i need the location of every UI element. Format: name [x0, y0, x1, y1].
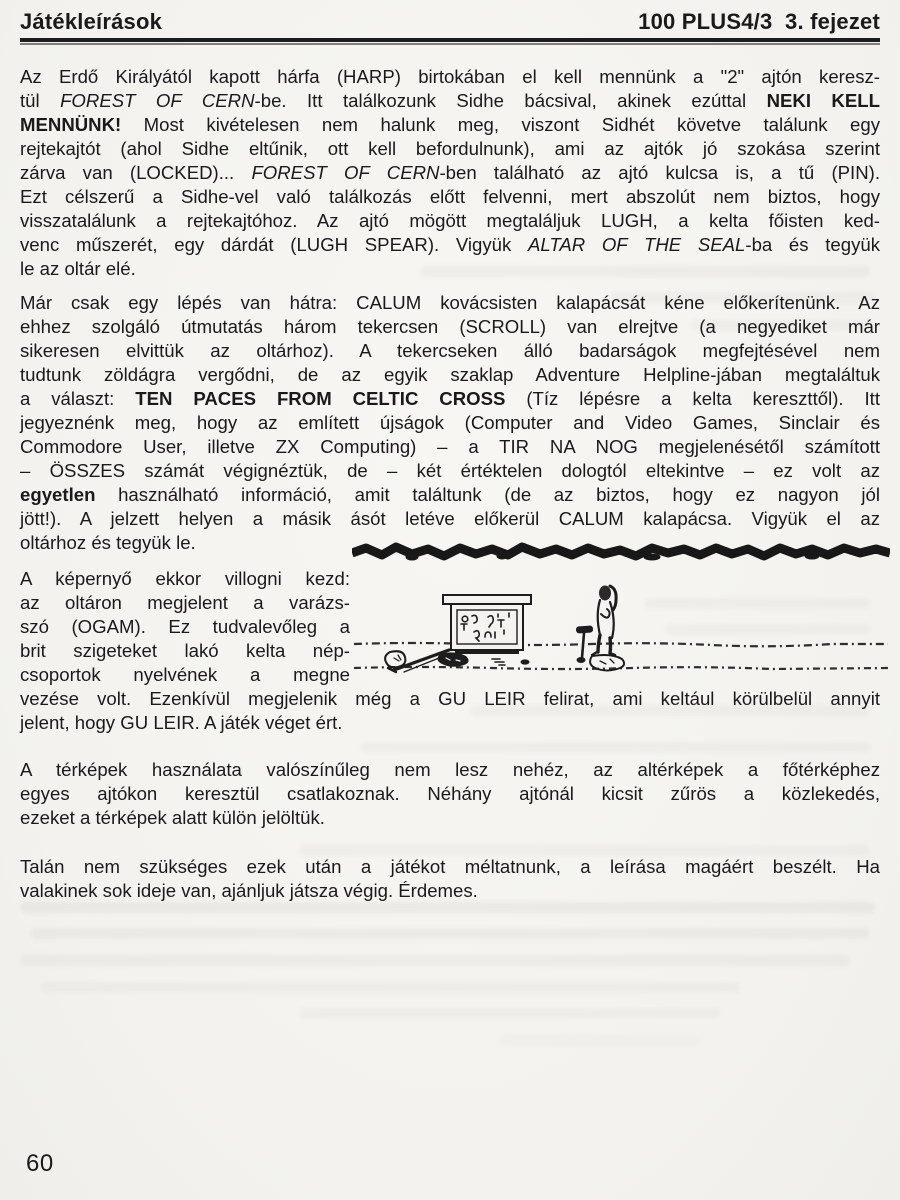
- text-line: visszatalálunk a rejtekajtóhoz. Az ajtó mögött megtaláljuk LUGH, a kelta főisten ked-: [20, 210, 880, 231]
- header-rule-thick-line: [20, 38, 880, 42]
- text-line: MENNÜNK! Most kivételesen nem halunk meg, viszont Sidhét követve találunk egy: [20, 114, 880, 135]
- text-line: ezeket a térképek alatt külön jelöltük.: [20, 807, 325, 828]
- text-line: sikeresen elvittük az oltárhoz). A tekercseken álló badarságok megfejtésével nem: [20, 340, 880, 361]
- bleed-through-mark: [20, 955, 850, 966]
- text-line: le az oltár elé.: [20, 258, 136, 279]
- text-line: ehhez szolgáló útmutatás három tekercsen (SCROLL) van elrejtve (a negyediket már: [20, 316, 880, 337]
- text-line: szó (OGAM). Ez tudvalevőleg a: [20, 616, 350, 637]
- bleed-through-mark: [20, 902, 875, 913]
- text-line: vezése volt. Ezenkívül megjelenik még a GU LEIR felirat, ami keltául körülbelül annyit: [20, 688, 880, 709]
- bleed-through-mark: [500, 1035, 700, 1046]
- bleed-through-mark: [300, 1008, 720, 1019]
- chapter-title: 100 PLUS4/3 3. fejezet: [638, 9, 880, 34]
- bleed-through-mark: [30, 928, 870, 939]
- text-line: egyetlen használható információ, amit találtunk (de az biztos, hogy ez nagyon jól: [20, 484, 880, 505]
- text-line: az oltáron megjelent a varázs-: [20, 592, 350, 613]
- text-line: rejtekajtót (ahol Sidhe eltűnik, ott kell befordulnunk), ami az ajtók jó szokása szerint: [20, 138, 880, 159]
- text-line: a választ: TEN PACES FROM CELTIC CROSS (Tíz lépésre a kelta kereszttől). Itt: [20, 388, 880, 409]
- text-line: – ÖSSZES számát végignéztük, de – két értéktelen dologtól eltekintve – ez volt az: [20, 460, 880, 481]
- text-line: oltárhoz és tegyük le.: [20, 532, 196, 553]
- text-line: Commodore User, illetve ZX Computing) – a TIR NA NOG megjelenésétől számított: [20, 436, 880, 457]
- text-line: jegyeznénk meg, hogy az említett újságok (Computer and Video Games, Sinclair és: [20, 412, 880, 433]
- paragraph-calum: [20, 291, 880, 555]
- text-line: Az Erdő Királyától kapott hárfa (HARP) birtokában el kell mennünk a "2" ajtón keresz-: [20, 66, 880, 87]
- text-line: tudtunk zöldágra vergődni, de az egyik szaklap Adventure Helpline-jában megtaláltuk: [20, 364, 880, 385]
- text-line: Ezt célszerű a Sidhe-vel való találkozás előtt felvenni, mert abszolút nem biztos, hogy: [20, 186, 880, 207]
- text-line: A képernyő ekkor villogni kezd:: [20, 568, 350, 589]
- article-body: [0, 65, 900, 903]
- bleed-through-mark: [40, 982, 740, 993]
- text-line: A térképek használata valószínűleg nem lesz nehéz, az altérképek a főtérképhez: [20, 759, 880, 780]
- text-line: Talán nem szükséges ezek után a játékot méltatnunk, a leírása magáért beszélt. Ha: [20, 856, 880, 877]
- text-line: tül FOREST OF CERN-be. Itt találkozunk Sidhe bácsival, akinek ezúttal NEKI KELL: [20, 90, 880, 111]
- text-line: zárva van (LOCKED)... FOREST OF CERN-ben található az ajtó kulcsa is, a tű (PIN).: [20, 162, 880, 183]
- text-line: csoportok nyelvének a megne: [20, 664, 350, 685]
- text-line: valakinek sok ideje van, ajánljuk játsza végig. Érdemes.: [20, 880, 478, 901]
- text-line: brit szigeteket lakó kelta nép-: [20, 640, 350, 661]
- paragraph-ogam-wrapped: [20, 567, 350, 687]
- paragraph-harp: [20, 65, 880, 281]
- section-title: Játékleírások: [20, 9, 163, 34]
- text-line: Már csak egy lépés van hátra: CALUM kovácsisten kalapácsát kéne előkerítenünk. Az: [20, 292, 880, 313]
- page-number: 60: [26, 1150, 54, 1177]
- text-line: jelent, hogy GU LEIR. A játék véget ért.: [20, 712, 343, 733]
- header-rule-thin-line: [20, 43, 880, 45]
- text-line: jött!). A jelzett helyen a másik ásót letéve előkerül CALUM kalapácsa. Vigyük el az: [20, 508, 880, 529]
- paragraph-maps: [20, 758, 880, 830]
- header-rule: [20, 38, 880, 45]
- page-header: [0, 0, 900, 35]
- text-line: egyes ajtókon keresztül csatlakoznak. Néhány ajtónál kicsit zűrös a közlekedés,: [20, 783, 880, 804]
- text-line: venc műszerét, egy dárdát (LUGH SPEAR). Vigyük ALTAR OF THE SEAL-ba és tegyük: [20, 234, 880, 255]
- paragraph-closing: [20, 855, 880, 903]
- paragraph-ogam-continuation: [20, 687, 880, 735]
